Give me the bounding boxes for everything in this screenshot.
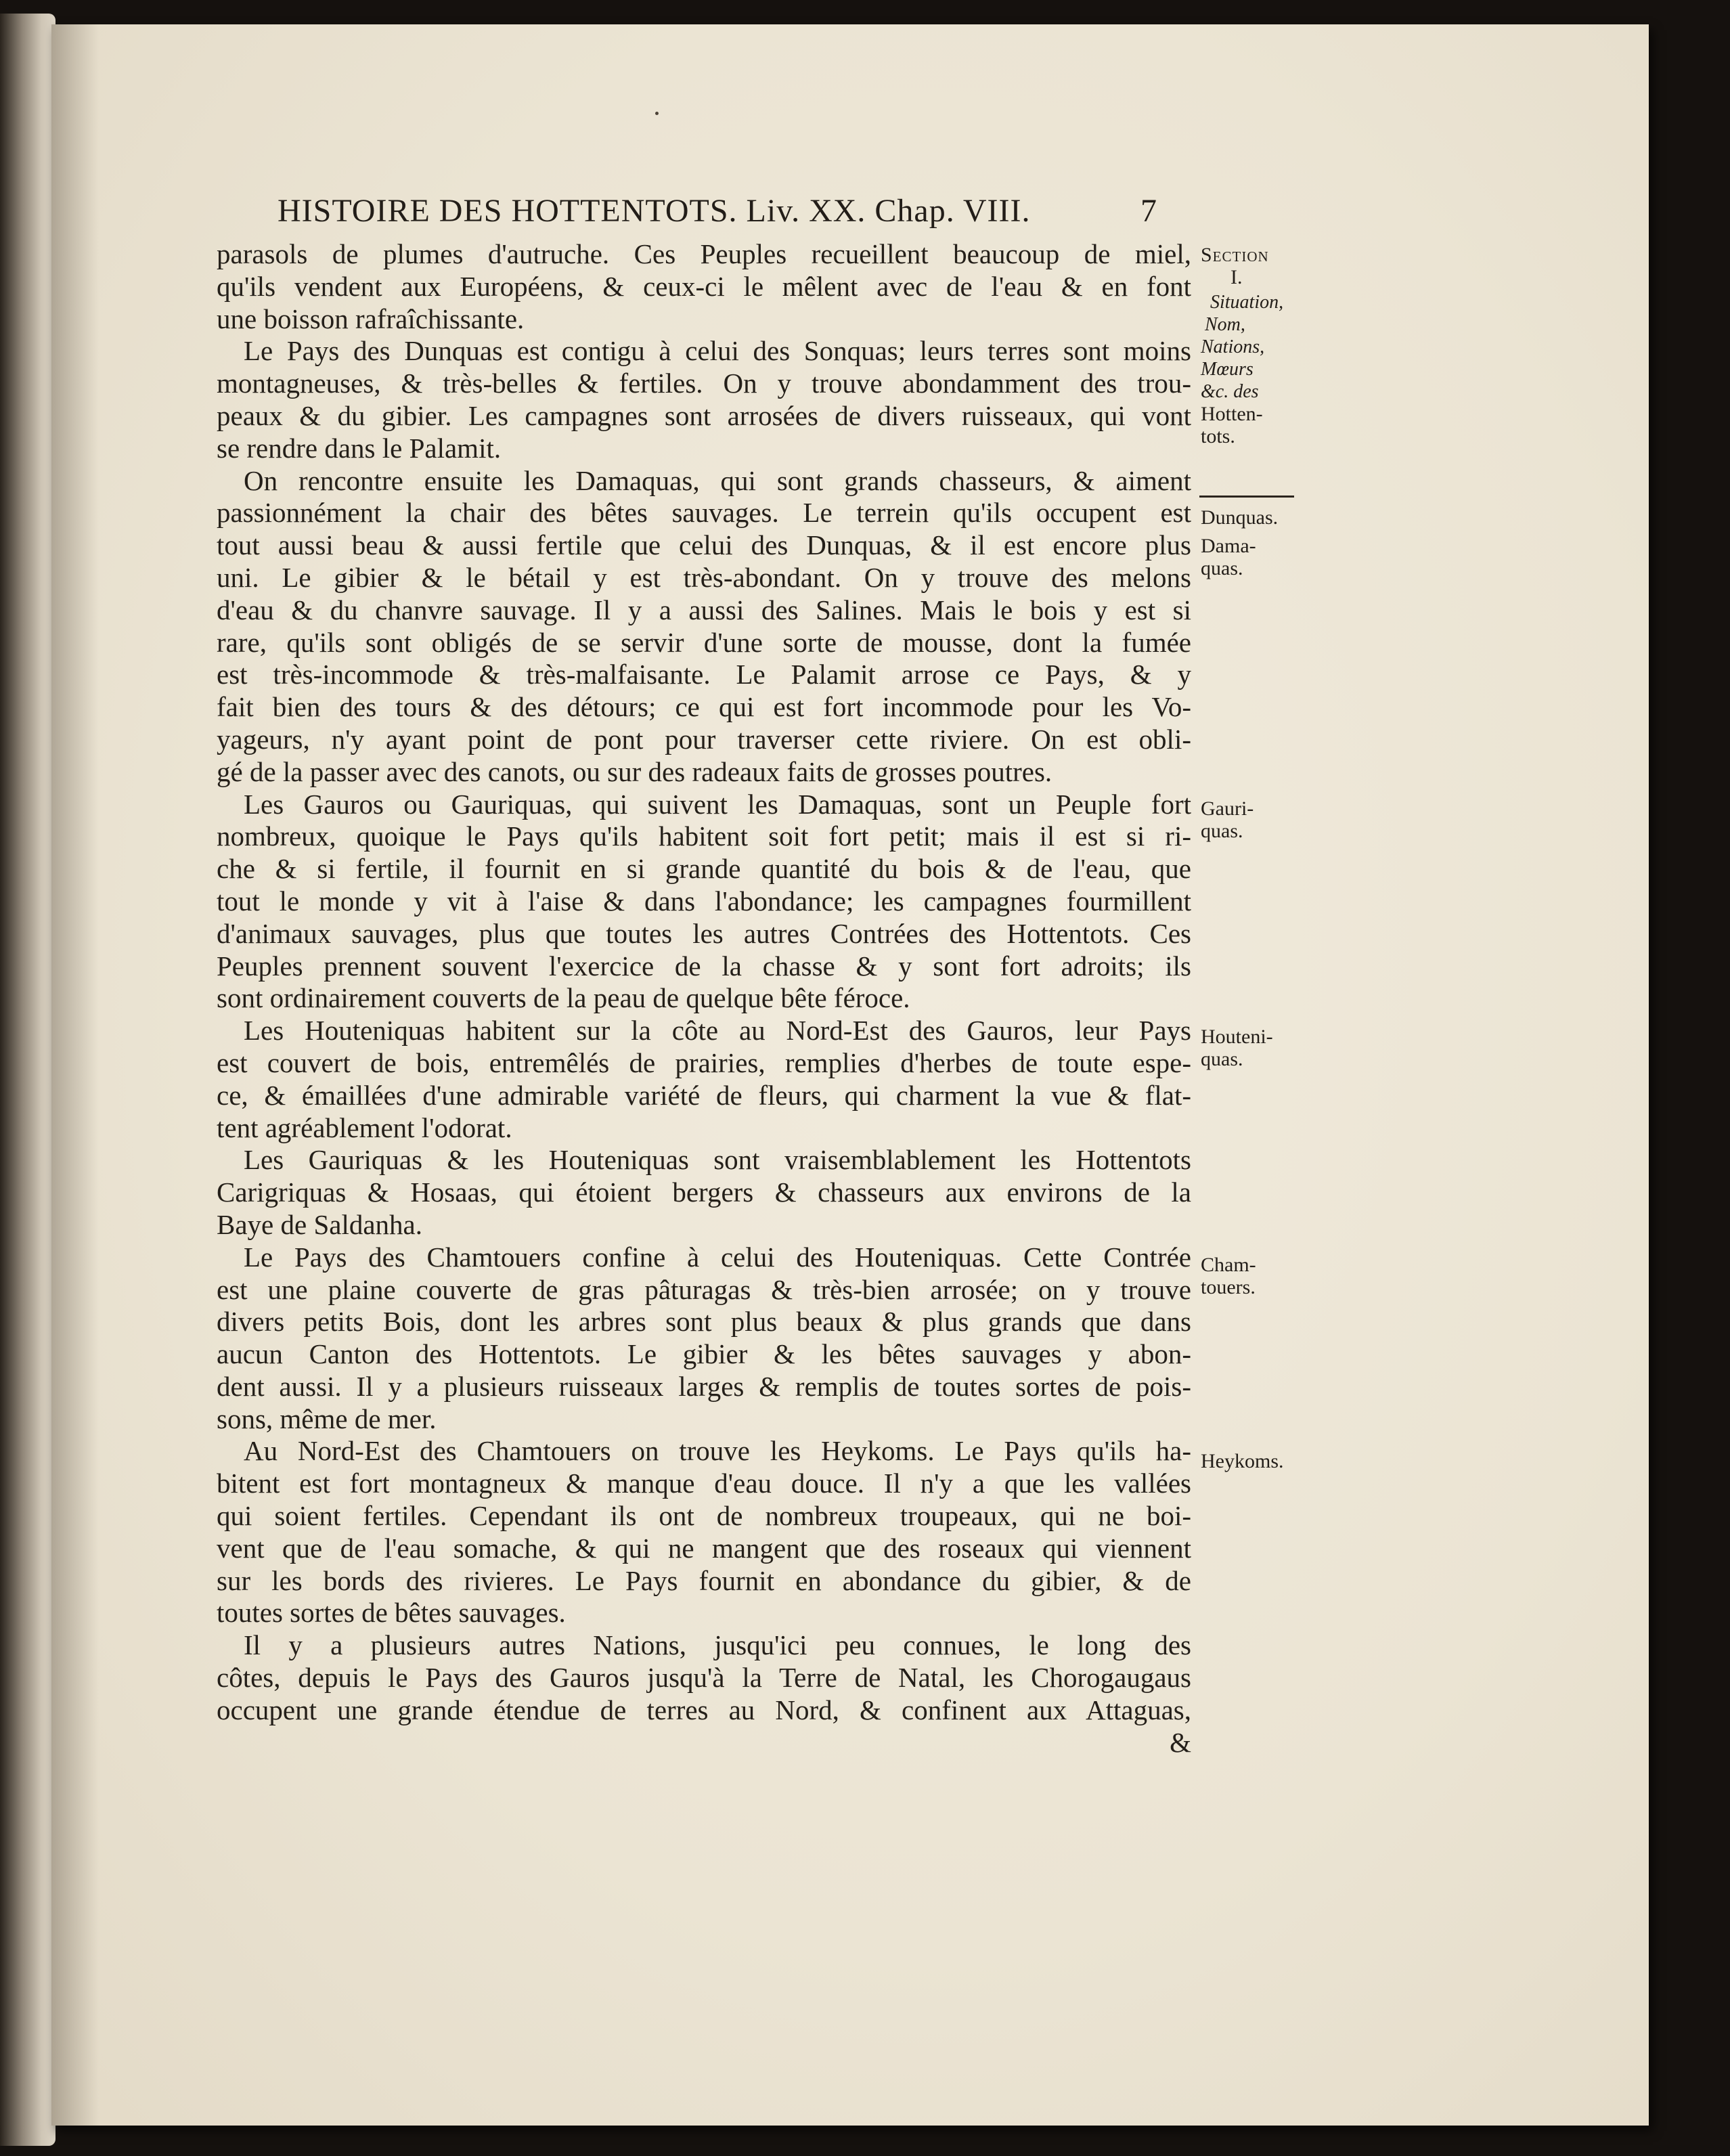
- text-line: Les Gauros ou Gauriquas, qui suivent les Damaquas, sont un Peuple fort: [244, 788, 1191, 820]
- margin-note-topics: [1201, 291, 1316, 447]
- text-line: tout le monde y vit à l'aise & dans l'abondance; les campagnes fourmillent: [217, 885, 1191, 917]
- margin-houteniquas-1: Houteni-: [1201, 1026, 1273, 1048]
- margin-note-houteniquas: [1201, 1026, 1316, 1070]
- text-line: une boisson rafraîchissante.: [217, 303, 525, 334]
- text-line: Le Pays des Chamtouers confine à celui des Houteniquas. Cette Contrée: [244, 1241, 1191, 1273]
- text-line: est couvert de bois, entremêlés de prairies, remplies d'herbes de toute espe-: [217, 1047, 1191, 1078]
- gutter-shadow: [51, 24, 99, 2126]
- margin-note-damaquas: [1201, 535, 1316, 579]
- text-line: sur les bords des rivieres. Le Pays fournit en abondance du gibier, & de: [217, 1564, 1191, 1596]
- text-line: côtes, depuis le Pays des Gauros jusqu'à la Terre de Natal, les Chorogaugaus: [217, 1662, 1191, 1694]
- page-number: 7: [1140, 193, 1157, 229]
- text-line: aucun Canton des Hottentots. Le gibier & les bêtes sauvages y abon-: [217, 1338, 1191, 1370]
- text-line: d'animaux sauvages, plus que toutes les autres Contrées des Hottentots. Ces: [217, 917, 1191, 949]
- margin-damaquas-2: quas.: [1201, 557, 1243, 579]
- text-line: sons, même de mer.: [217, 1403, 437, 1434]
- margin-topic: Mœurs: [1201, 359, 1254, 380]
- text-line: Peuples prennent souvent l'exercice de la chasse & y sont fort adroits; ils: [217, 950, 1191, 982]
- text-line: ce, & émaillées d'une admirable variété de fleurs, qui charment la vue & flat-: [217, 1079, 1191, 1111]
- running-head-title: HISTOIRE DES HOTTENTOTS. Liv. XX. Chap. VIII.: [278, 193, 1031, 229]
- margin-rule: [1199, 496, 1294, 498]
- text-line: nombreux, quoique le Pays qu'ils habitent soit fort petit; mais il est si ri-: [217, 820, 1191, 852]
- text-line: dent aussi. Il y a plusieurs ruisseaux larges & remplis de toutes sortes de pois-: [217, 1370, 1191, 1402]
- margin-topic: Nom,: [1205, 314, 1245, 335]
- text-line: vent que de l'eau somache, & qui ne mangent que des roseaux qui viennent: [217, 1532, 1191, 1564]
- margin-section-label: Section: [1201, 244, 1269, 266]
- left-page-edge: [0, 14, 56, 2146]
- margin-dunquas: Dunquas.: [1201, 506, 1279, 529]
- margin-topic: &c. des: [1201, 381, 1259, 402]
- text-line: tent agréablement l'odorat.: [217, 1112, 512, 1143]
- text-line: Le Pays des Dunquas est contigu à celui des Sonquas; leurs terres sont moins: [244, 335, 1191, 367]
- ink-speck: [655, 112, 659, 115]
- text-line: che & si fertile, il fournit en si grande quantité du bois & de l'eau, que: [217, 853, 1191, 885]
- text-line: montagneuses, & très-belles & fertiles. On y trouve abondamment des trou-: [217, 368, 1191, 399]
- margin-topic: tots.: [1201, 425, 1235, 447]
- margin-section-number: I.: [1230, 266, 1243, 288]
- text-line: passionnément la chair des bêtes sauvages. Le terrein qu'ils occupent est: [217, 497, 1191, 529]
- text-line: yageurs, n'y ayant point de pont pour traverser cette riviere. On est obli-: [217, 723, 1191, 755]
- text-line: qui soient fertiles. Cependant ils ont de nombreux troupeaux, qui ne boi-: [217, 1500, 1191, 1532]
- text-line: parasols de plumes d'autruche. Ces Peuples recueillent beaucoup de miel,: [217, 238, 1191, 269]
- margin-note-section: [1201, 244, 1316, 288]
- text-line: est une plaine couverte de gras pâturagas & très-bien arrosée; on y trouve: [217, 1273, 1191, 1305]
- text-line: toutes sortes de bêtes sauvages.: [217, 1597, 566, 1629]
- margin-topic: Nations,: [1201, 336, 1265, 357]
- margin-damaquas-1: Dama-: [1201, 535, 1256, 557]
- text-line: Les Gauriquas & les Houteniquas sont vraisemblablement les Hottentots: [244, 1144, 1191, 1176]
- text-line: Les Houteniquas habitent sur la côte au Nord-Est des Gauros, leur Pays: [244, 1015, 1191, 1047]
- margin-note-dunquas: [1201, 506, 1316, 529]
- body-text: [217, 238, 1191, 1759]
- margin-topic: Hotten-: [1201, 403, 1263, 425]
- text-line: uni. Le gibier & le bétail y est très-abondant. On y trouve des melons: [217, 561, 1191, 593]
- margin-heykoms: Heykoms.: [1201, 1450, 1284, 1472]
- catchword: &: [1170, 1726, 1191, 1758]
- running-head: [278, 192, 1157, 229]
- text-line: Il y a plusieurs autres Nations, jusqu'ici peu connues, le long des: [244, 1629, 1191, 1661]
- text-line: fait bien des tours & des détours; ce qui est fort incommode pour les Vo-: [217, 691, 1191, 723]
- margin-gauriquas-1: Gauri-: [1201, 797, 1254, 820]
- text-line: tout aussi beau & aussi fertile que celui des Dunquas, & il est encore plus: [217, 529, 1191, 561]
- margin-gauriquas-2: quas.: [1201, 820, 1243, 842]
- margin-note-chamtouers: [1201, 1254, 1316, 1298]
- margin-topic: Situation,: [1210, 292, 1284, 313]
- text-line: divers petits Bois, dont les arbres sont plus beaux & plus grands que dans: [217, 1306, 1191, 1338]
- text-line: qu'ils vendent aux Européens, & ceux-ci le mêlent avec de l'eau & en font: [217, 270, 1191, 302]
- text-line: Carigriquas & Hosaas, qui étoient bergers & chasseurs aux environs de la: [217, 1176, 1191, 1208]
- text-line: occupent une grande étendue de terres au Nord, & confinent aux Attaguas,: [217, 1694, 1191, 1725]
- text-line: gé de la passer avec des canots, ou sur des radeaux faits de grosses poutres.: [217, 755, 1052, 787]
- text-line: peaux & du gibier. Les campagnes sont arrosées de divers ruisseaux, qui vont: [217, 399, 1191, 431]
- margin-houteniquas-2: quas.: [1201, 1048, 1243, 1070]
- margin-chamtouers-2: touers.: [1201, 1276, 1256, 1298]
- margin-note-gauriquas: [1201, 797, 1316, 842]
- margin-note-heykoms: [1201, 1450, 1316, 1472]
- text-line: Baye de Saldanha.: [217, 1208, 422, 1240]
- text-line: rare, qu'ils sont obligés de se servir d'une sorte de mousse, dont la fumée: [217, 626, 1191, 658]
- text-line: d'eau & du chanvre sauvage. Il y a aussi des Salines. Mais le bois y est si: [217, 594, 1191, 625]
- text-line: est très-incommode & très-malfaisante. Le Palamit arrose ce Pays, & y: [217, 659, 1191, 690]
- text-line: sont ordinairement couverts de la peau de quelque bête féroce.: [217, 982, 910, 1014]
- text-line: se rendre dans le Palamit.: [217, 432, 502, 464]
- text-line: bitent est fort montagneux & manque d'eau douce. Il n'y a que les vallées: [217, 1468, 1191, 1499]
- text-line: On rencontre ensuite les Damaquas, qui sont grands chasseurs, & aiment: [244, 464, 1191, 496]
- margin-chamtouers-1: Cham-: [1201, 1254, 1256, 1276]
- text-line: Au Nord-Est des Chamtouers on trouve les Heykoms. Le Pays qu'ils ha-: [244, 1435, 1191, 1467]
